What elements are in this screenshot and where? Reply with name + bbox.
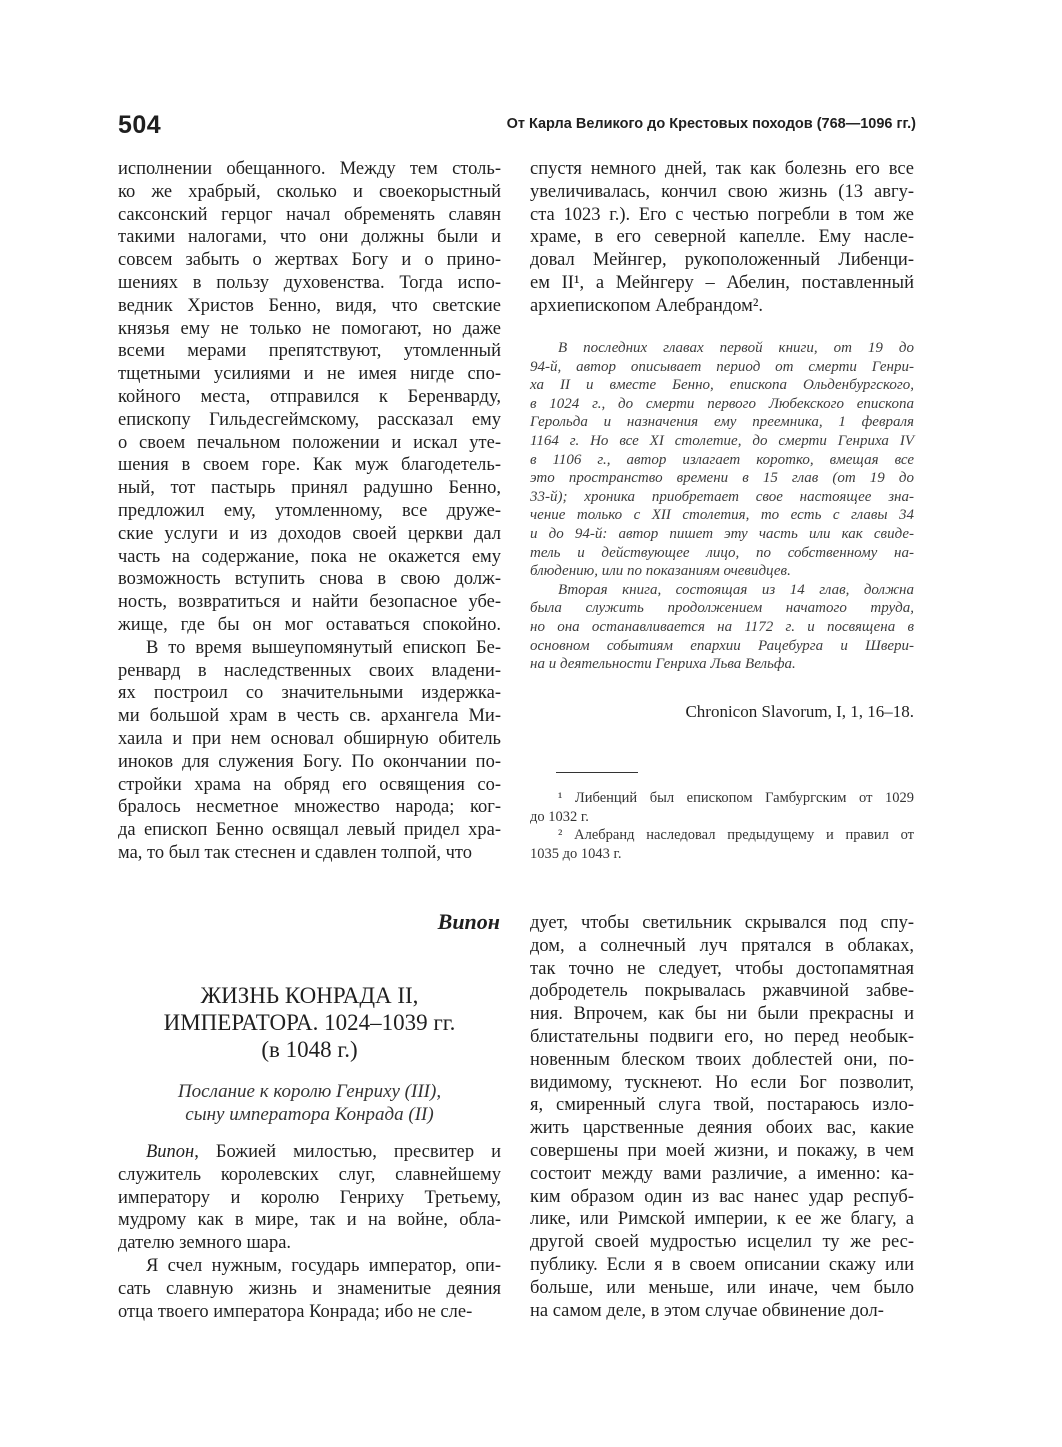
text-line: ях построил со значительными издержка- <box>118 683 501 704</box>
column-1-text <box>118 158 501 865</box>
text-line: в 1024 г., до смерти первого Любекского епископа <box>530 395 914 412</box>
text-line: хаила и при нем основал обширную обитель <box>118 728 501 749</box>
text-line: ха II и вместе Бенно, епископа Ольденбургского, <box>530 377 914 394</box>
text-line: возможность вступить снова в свою долж- <box>118 569 501 590</box>
text-line: шениях в пользу духовенства. Тогда испо- <box>118 272 501 293</box>
text-line: императору и королю Генриху Третьему, <box>118 1187 501 1208</box>
subtitle-line: сыну императора Конрада (II) <box>185 1104 434 1125</box>
text-line: Я счел нужным, государь император, опи- <box>146 1255 501 1276</box>
footnotes <box>530 789 914 863</box>
running-title: От Карла Великого до Крестовых походов (768—1096 гг.) <box>506 116 916 132</box>
column-2-text <box>530 158 914 318</box>
text-line: 1035 до 1043 г. <box>530 845 622 862</box>
text-line: отца твоего императора Конрада; ибо не сле- <box>118 1301 473 1322</box>
text-line: и до 94-й: автор пишет эту часть или как свиде- <box>530 525 914 542</box>
text-line: храме, в его северной капелле. Ему насле- <box>530 227 914 248</box>
text-line: ем II¹, а Мейнгеру – Абелин, поставленный <box>530 272 914 293</box>
text-line: 1164 г. Но все XI столетие, до смерти Генриха IV <box>530 432 914 449</box>
text-line: архиепископом Алебрандом². <box>530 295 764 316</box>
text-line: сать славную жизнь и знаменитые деяния <box>118 1278 501 1299</box>
text-line: основном событиям епархии Рацебурга и Швери- <box>530 637 914 654</box>
text-line: жить царственные деяния обоих вас, какие <box>530 1118 914 1139</box>
text-line: да епископ Бенно освящал левый придел хра- <box>118 820 501 841</box>
work-title-line: (в 1048 г.) <box>261 1037 358 1062</box>
text-line: стройки храма на обряд его освящения со- <box>118 774 501 795</box>
text-line: блистательны подвиги его, но перед необык- <box>530 1026 914 1047</box>
text-line: ские услуги и из доходов своей церкви дал <box>118 523 501 544</box>
text-line: совсем забыть о жертвах Богу и о прино- <box>118 250 501 271</box>
text-line: публику. Если я в своем описании скажу или <box>530 1254 914 1275</box>
author-heading: Випон <box>437 909 500 934</box>
text-line: жище, где бы он мог оставаться спокойно. <box>118 614 501 635</box>
source-citation: Chronicon Slavorum, I, 1, 16–18. <box>685 702 914 721</box>
text-line: тель и действующее лицо, по собственному на- <box>530 544 914 561</box>
text-line: дует, чтобы светильник скрывался под спу- <box>530 913 914 933</box>
text-line: епископу Гильдесгеймскому, рассказал ему <box>118 409 501 430</box>
text-line: на и деятельности Генриха Льва Вельфа. <box>530 656 796 673</box>
editorial-summary <box>530 339 914 674</box>
text-line: койного места, отправился к Беренварду, <box>118 386 501 407</box>
text-line: князья ему не только не помогают, но даже <box>118 318 501 339</box>
work-title-line: ЖИЗНЬ КОНРАДА II, <box>200 983 419 1008</box>
text-line: служитель королевских слуг, славнейшему <box>118 1164 501 1185</box>
footnote-divider <box>556 772 638 773</box>
author-name-inline: Випон <box>146 1142 195 1162</box>
text-line: новенным блеском твоих доблестей они, по- <box>530 1049 914 1070</box>
text-line: другой своей мудростью исцелил ту же рес- <box>530 1232 914 1253</box>
text-line: ный, тот пастырь принял радушно Бенно, <box>118 478 501 499</box>
text-line: 94-й, автор описывает период от смерти Генри- <box>530 358 914 375</box>
text-line: такими налогами, что они должны были и <box>118 227 501 248</box>
text-line: довал Мейнгер, рукоположенный Либенци- <box>530 250 914 271</box>
text-line: исполнении обещанного. Между тем столь- <box>118 159 501 179</box>
column-4-text <box>530 912 914 1322</box>
text-line: состоит между вами различие, а именно: ка- <box>530 1163 914 1184</box>
text-line: ким образом один из вас нанес удар респуб- <box>530 1186 914 1207</box>
text-line: увеличивалась, кончил свою жизнь (13 авгу- <box>530 181 914 202</box>
text-line: больше, или меньше, или иначе, чем было <box>530 1277 914 1298</box>
text-line: чение только с XII столетия, то есть с главы 34 <box>530 507 914 524</box>
text-line: ¹ Либенций был епископом Гамбургским от 1029 <box>558 790 914 806</box>
text-line: В последних главах первой книги, от 19 до <box>558 340 914 356</box>
text-line: мудрому как в мире, так и на войне, обла- <box>118 1210 501 1231</box>
text-line: ко же храбрый, сколько и своекорыстный <box>118 181 501 202</box>
text-line: часть на содержание, пока не окажется ему <box>118 546 501 567</box>
text-line: это пространство времени в 15 глав (от 19 до <box>530 470 914 487</box>
text-line: но она останавливается на 1172 г. и посвящена в <box>530 618 914 635</box>
text-line: ми большой храм в честь св. архангела Ми- <box>118 706 501 727</box>
text-line: блюдению, или по показаниям очевидцев. <box>530 563 791 580</box>
text-line: Герольда и назначения ему преемника, 1 февраля <box>530 414 914 431</box>
text-line: ста 1023 г.). Его с честью погребли в том же <box>530 204 914 225</box>
text-line: 33-й); хроника приобретает свое настоящее зна- <box>530 488 914 505</box>
text-line: дом, а солнечный луч прятался в облаках, <box>530 935 914 956</box>
text-line: тщетными усилиями и не имея нигде спо- <box>118 364 501 385</box>
text-line: всеми мерами препятствуют, утомленный <box>118 341 501 362</box>
text-line: ма, то был так стеснен и сдавлен толпой, что <box>118 842 473 863</box>
text-line: дателю земного шара. <box>118 1233 292 1254</box>
text-line: ведник Христов Бенно, видя, что светские <box>118 295 501 316</box>
text-line: ность, возвратиться и найти безопасное убе- <box>118 592 501 613</box>
text-line: ² Алебранд наследовал предыдущему и правил от <box>558 827 914 843</box>
text-line: спустя немного дней, так как болезнь его все <box>530 159 914 179</box>
text-line: предложил ему, утомленному, все друже- <box>118 500 501 521</box>
text-line: Вторая книга, состоящая из 14 глав, должна <box>558 581 914 598</box>
text-line: Випон, Божией милостью, пресвитер и <box>146 1142 501 1162</box>
text-line: так точно не следует, чтобы достопамятная <box>530 958 914 979</box>
text-line: была служить продолжением начатого труда, <box>530 600 914 617</box>
text-line: на самом деле, в этом случае обвинение дол- <box>530 1300 884 1321</box>
column-3-text <box>118 1141 501 1323</box>
text-line: В то время вышеупомянутый епископ Бе- <box>146 637 501 658</box>
text-line: добродетель покрывалась ржавчиной забве- <box>530 981 914 1002</box>
text-line: бралось несметное множество народа; ког- <box>118 797 501 818</box>
subtitle-line: Послание к королю Генриху (III), <box>177 1081 442 1102</box>
text-line: шения в своем горе. Как муж благодетель- <box>118 455 501 476</box>
work-title <box>118 982 501 1063</box>
page-number: 504 <box>118 111 162 139</box>
text-line: саксонский герцог начал обременять славян <box>118 204 501 225</box>
text-line: ренвард в наследственных своих владени- <box>118 660 501 681</box>
work-subtitle <box>118 1080 501 1126</box>
text-line: видимому, тускнеют. Но если Бог позволит, <box>530 1072 914 1093</box>
text-line: в 1106 г., автор излагает коротко, вмещая все <box>530 451 914 468</box>
text-line: совершены при моей жизни, и покажу, в чем <box>530 1140 914 1161</box>
text-line: ния. Впрочем, как бы ни были прекрасны и <box>530 1004 914 1025</box>
text-line: лике, или Римской империи, к ее же благу, а <box>530 1209 914 1230</box>
work-title-line: ИМПЕРАТОРА. 1024–1039 гг. <box>163 1010 456 1035</box>
text-line: я, смиренный слуга твой, постараюсь изло- <box>530 1095 914 1116</box>
text-line: иноков для служения Богу. По окончании по- <box>118 751 501 772</box>
text-line: до 1032 г. <box>530 808 589 825</box>
text-line: о своем печальном положении и искал уте- <box>118 432 501 453</box>
